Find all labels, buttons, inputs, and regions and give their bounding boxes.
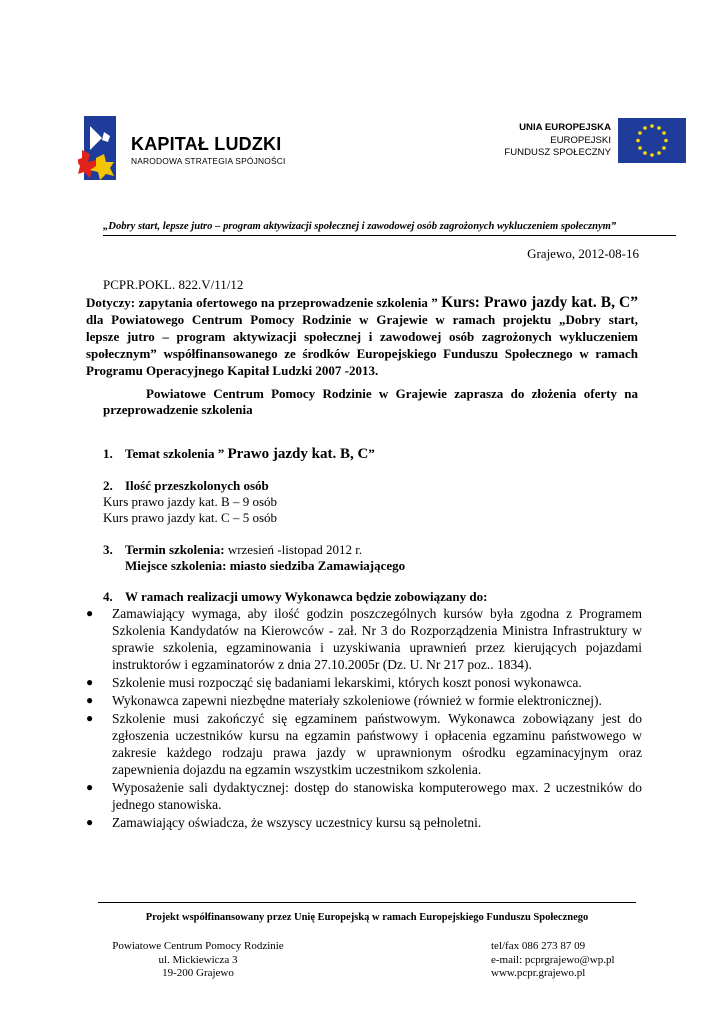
logo-title: KAPITAŁ LUDZKI — [131, 134, 282, 154]
subject-line-3: lepsze jutro – program aktywizacji społecznej i zawodowej osób zagrożonych wykluczeniem — [86, 329, 638, 344]
subject-line-5: Programu Operacyjnego Kapitał Ludzki 2007 -2013. — [86, 363, 379, 378]
subject-block — [86, 294, 638, 379]
list-item: ● Szkolenie musi zakończyć się egzaminem państwowym. Wykonawca zobowiązany jest do zgłoszenia uczestników kursu na egzamin państwowy i opłacenia egzaminu państwowego w zakresie każdego rodzaju prawa jazdy w uprawnionym ośrodku egzaminacyjnym oraz zapewnienia dojazdu na egzamin wszystkim uczestnikom szkolenia. — [86, 711, 642, 777]
eu-logo-line2: EUROPEJSKI — [550, 134, 611, 146]
footer-address — [103, 940, 293, 981]
section-3-place: Miejsce szkolenia: miasto siedziba Zamawiającego — [125, 558, 406, 573]
bullet-icon: ● — [86, 675, 94, 689]
list-item: ● Szkolenie musi rozpocząć się badaniami lekarskimi, których koszt ponosi wykonawca. — [86, 675, 582, 690]
subject-line-2: dla Powiatowego Centrum Pomocy Rodzinie w Grajewie w ramach projektu „Dobry start, — [86, 312, 638, 327]
list-item: ● Wykonawca zapewni niezbędne materiały szkoleniowe (również w formie elektronicznej). — [86, 693, 602, 708]
section-4 — [103, 589, 487, 605]
list-item: ● Wyposażenie sali dydaktycznej: dostęp do stanowiska komputerowego max. 2 uczestników do jednego stanowiska. — [86, 780, 642, 812]
eu-logo-line1: UNIA EUROPEJSKA — [519, 122, 611, 133]
eu-logo-text — [504, 122, 611, 160]
section-2-number: 2. — [103, 478, 113, 493]
logo-subtitle: NARODOWA STRATEGIA SPÓJNOŚCI — [131, 156, 286, 166]
section-4-label: W ramach realizacji umowy Wykonawca będzie zobowiązany do: — [125, 589, 488, 604]
section-1-value: Prawo jazdy kat. B, C — [227, 446, 369, 462]
kapital-ludzki-emblem-icon — [78, 114, 126, 184]
project-tagline: „Dobry start, lepsze jutro – program aktywizacji społecznej i zawodowej osób zagrożonych wykluczeniem społecznym” — [103, 221, 617, 232]
section-1-close-quote: ” — [368, 446, 375, 461]
invitation — [103, 386, 638, 418]
list-item: ● Zamawiający wymaga, aby ilość godzin poszczególnych kursów była zgodna z Programem Szkolenia Kandydatów na Kierowców - zał. Nr 3 do Rozporządzenia Ministra Infrastruktury w sprawie szkolenia, egzaminowania i uzyskiwania uprawnień przez kierujących pojazdami instruktorów i egzaminatorów z dnia 27.10.2005r (Dz. U. Nr 217 poz.. 1834). — [86, 606, 642, 672]
bullet-icon: ● — [86, 780, 94, 794]
section-3-label: Termin szkolenia: — [125, 542, 225, 557]
bullet-icon: ● — [86, 693, 94, 707]
footer-org-name: Powiatowe Centrum Pomocy Rodzinie — [112, 940, 284, 952]
obligations-list — [86, 605, 642, 832]
section-2-label: Ilość przeszkolonych osób — [125, 478, 269, 493]
section-3-number: 3. — [103, 542, 113, 557]
eu-logo — [500, 112, 688, 168]
footer-project-note: Projekt współfinansowany przez Unię Europejską w ramach Europejskiego Funduszu Społecznego — [145, 912, 589, 923]
section-1 — [103, 446, 375, 463]
invitation-line-2: przeprowadzenie szkolenia — [103, 402, 253, 417]
section-1-number: 1. — [103, 446, 113, 461]
bullet-icon: ● — [86, 606, 94, 620]
section-4-number: 4. — [103, 589, 113, 604]
footer-phone: tel/fax 086 273 87 09 — [491, 940, 586, 952]
subject-line-1 — [86, 294, 638, 311]
footer-divider — [98, 902, 636, 903]
subject-course: Kurs: Prawo jazdy kat. B, C” — [441, 294, 638, 311]
section-3-value: wrzesień -listopad 2012 r. — [224, 542, 363, 557]
eu-logo-line3: FUNDUSZ SPOŁECZNY — [504, 147, 611, 158]
subject-lead: Dotyczy: zapytania ofertowego na przeprowadzenie szkolenia ” — [86, 295, 442, 310]
section-3 — [103, 542, 362, 558]
invitation-line-1: Powiatowe Centrum Pomocy Rodzinie w Grajewie zaprasza do złożenia oferty na — [146, 386, 638, 401]
list-item: ● Zamawiający oświadcza, że wszyscy uczestnicy kursu są pełnoletni. — [86, 815, 482, 830]
bullet-icon: ● — [86, 815, 94, 829]
eu-flag-icon — [618, 118, 686, 163]
footer-website[interactable]: www.pcpr.grajewo.pl — [491, 967, 586, 980]
reference-number: PCPR.POKL. 822.V/11/12 — [103, 277, 244, 292]
footer-contact — [491, 940, 615, 981]
header-divider — [103, 235, 676, 236]
section-2 — [103, 478, 269, 494]
bullet-icon: ● — [86, 711, 94, 725]
section-1-label: Temat szkolenia ” — [125, 446, 228, 461]
document-date: Grajewo, 2012-08-16 — [527, 246, 639, 261]
kapital-ludzki-logo — [78, 114, 286, 184]
section-2-line-2: Kurs prawo jazdy kat. C – 5 osób — [103, 510, 278, 525]
footer-email[interactable]: e-mail: pcprgrajewo@wp.pl — [491, 953, 615, 966]
footer-city: 19-200 Grajewo — [162, 967, 234, 980]
footer-street: ul. Mickiewicza 3 — [158, 953, 238, 966]
section-2-line-1: Kurs prawo jazdy kat. B – 9 osób — [103, 494, 278, 509]
subject-line-4: społecznym” współfinansowanego ze środków Europejskiego Funduszu Społecznego w ramach — [86, 346, 638, 361]
